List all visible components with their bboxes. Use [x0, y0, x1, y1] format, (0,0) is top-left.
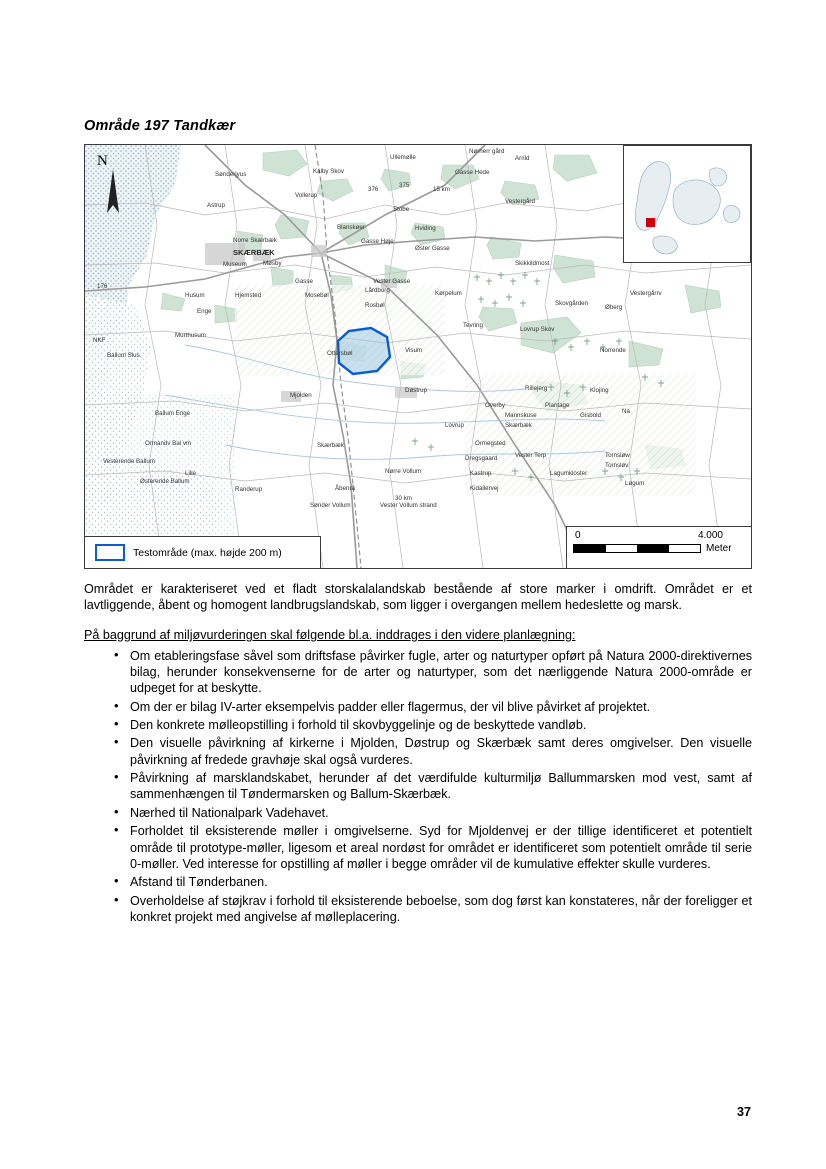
map-label: Nørherr gård	[469, 148, 505, 155]
map-label: Vestergård	[505, 198, 535, 205]
map-label: Enge	[197, 308, 212, 315]
bullet-list	[84, 648, 752, 926]
map-label: Gasse	[295, 278, 313, 285]
map-label: 30 km	[395, 495, 412, 502]
map-label: Kidallervej	[470, 485, 499, 492]
map-label: Ormegsted	[475, 440, 506, 447]
map-label: Mjolden	[290, 392, 312, 399]
lead-in-text: På baggrund af miljøvurderingen skal følgende bl.a. inddrages i den videre planlægning:	[84, 628, 576, 643]
map-label: 376	[368, 186, 379, 193]
map-label: Husum	[185, 292, 205, 299]
list-item: • Den konkrete mølleopstilling i forhold til skovbyggelinje og de beskyttede vandløb.	[114, 717, 752, 733]
map-label: Na	[622, 408, 630, 415]
map-label: Tevring	[463, 322, 483, 329]
map-label: Mosebøl	[305, 292, 329, 299]
map-label: Dregsgaard	[465, 455, 498, 462]
map-label: Hviding	[415, 225, 436, 232]
map-label: Blanskøer	[337, 224, 365, 231]
map-label: Hjemsted	[235, 292, 262, 299]
legend-swatch-testomrade	[95, 544, 125, 561]
map-label: Visum	[405, 347, 423, 354]
map-label: Vester Vollum strand	[380, 502, 437, 509]
scalebar-min: 0	[575, 530, 581, 541]
map-label: 15 km	[433, 186, 450, 193]
map-label: Gasse Hede	[455, 169, 490, 176]
map-label: Løgum	[625, 480, 645, 487]
map-label: Nørre Vollum	[385, 468, 422, 475]
map-label: Norre Skærbæk	[233, 237, 278, 244]
map-label: Åbenrå	[335, 485, 355, 492]
map-label: Ballum Slus	[107, 352, 140, 359]
map-label: Kørpelum	[435, 290, 462, 297]
map-label: Øberg	[605, 304, 623, 311]
map-label: Stobe	[393, 206, 410, 213]
map-legend	[85, 536, 321, 568]
north-arrow	[97, 153, 131, 219]
map-label: Plantage	[545, 402, 570, 409]
map-label: Skærbæk	[317, 442, 344, 449]
list-item: • Den visuelle påvirkning af kirkerne i Mjolden, Døstrup og Skærbæk samt deres omgivelser. Den visuelle påvirkning af fredede gravhøje skal også vurderes.	[114, 735, 752, 768]
list-item: • Forholdet til eksisterende møller i omgivelserne. Syd for Mjoldenvej er der tillige identificeret et potentielt område til prototype-møller, ligesom et areal nordøst for området er identificeret som potentielt område til serie 0-møller. Ved interesse for opstilling af møller i begge områder vil de kumulative effekter skulle vurderes.	[114, 823, 752, 872]
map-label: Norrende	[600, 347, 626, 354]
map-label: Ormandv Bal vm	[145, 440, 192, 447]
map-label: Rillejerg	[525, 385, 548, 392]
map-label: 375	[399, 182, 410, 189]
map-label: Klojing	[590, 387, 609, 394]
map-label: Overby	[485, 402, 505, 409]
map-label: Kastrup	[470, 470, 492, 477]
scalebar-unit: Meter	[706, 543, 732, 554]
north-arrow-label: N	[97, 153, 108, 169]
list-item: • Om etableringsfase såvel som driftsfase påvirker fugle, arter og naturtyper opført på Natura 2000-direktivernes bilag, herunder konsekvenserne for de arter og naturtyper, som det nærliggende Natura 2000-område er udpeget for at beskytte.	[114, 648, 752, 697]
page-content	[84, 118, 752, 927]
map-label: Skikkildmost	[515, 260, 550, 267]
intro-paragraph: Området er karakteriseret ved et fladt storskalalandskab bestående af store marker i omdrift. Området er et lavtliggende, åbent og homogent landbrugslandskab, som ligger i overgangen mellem hedeslette og marsk.	[84, 582, 752, 613]
map-label: Vester Gasse	[373, 278, 411, 285]
map-label: Lovrup Skov	[520, 326, 555, 333]
map-label: Gasse Høje	[361, 238, 394, 245]
list-item: • Om der er bilag IV-arter eksempelvis padder eller flagermus, der vil blive påvirket af projektet.	[114, 699, 752, 715]
map-label: Møsby	[263, 260, 282, 267]
scalebar-max: 4.000	[697, 530, 723, 541]
map-label: NKF	[93, 337, 106, 344]
inset-map	[623, 145, 751, 263]
map-label: Ullemølle	[390, 154, 416, 161]
map-label: Randerup	[235, 486, 263, 493]
map-label: Sønder Vollum	[310, 502, 351, 509]
map-label: Lille	[185, 470, 197, 477]
list-item: • Påvirkning af marsklandskabet, herunder af det værdifulde kulturmiljø Ballummarsken mod vest, samt af sammenhængen til Tøndermarsken og Ballum-Skærbæk.	[114, 770, 752, 803]
map-label: SKÆRBÆK	[233, 248, 275, 257]
map-figure	[84, 144, 752, 569]
page-title: Område 197 Tandkær	[84, 118, 236, 134]
map-label: Skærbæk	[505, 422, 532, 429]
scalebar-blocks	[573, 544, 701, 553]
map-label: Museum	[223, 261, 247, 268]
map-label: Mannskuse	[505, 412, 537, 419]
map-label: Vollerup	[295, 192, 318, 199]
map-label: Rosbøl	[365, 302, 385, 309]
map-label: Tornsløw	[605, 452, 630, 459]
map-label: Skovgården	[555, 300, 589, 307]
map-label: Kalby Skov	[313, 168, 344, 175]
map-label: Arrild	[515, 155, 530, 162]
map-label: Vesterende Ballum	[103, 458, 155, 465]
map-label: Gisbold	[580, 412, 601, 419]
map-label: Tornsløv	[605, 462, 629, 469]
map-label: Døstrup	[405, 387, 428, 394]
map-label: Lovrup	[445, 422, 464, 429]
map-label: 176	[97, 283, 108, 290]
map-label: Vestergårrv	[630, 290, 662, 297]
map-label: Ottersbøl	[327, 350, 353, 357]
map-label: Ballum Enge	[155, 410, 191, 417]
map-label: Østerende Ballum	[140, 478, 190, 485]
map-label: Lårdborg	[365, 287, 390, 294]
map-label: Sønderjyus	[215, 171, 247, 178]
map-label: Lagumkloster	[550, 470, 588, 477]
list-item: • Afstand til Tønderbanen.	[114, 874, 752, 890]
page-number: 37	[736, 1105, 751, 1119]
list-item: • Overholdelse af støjkrav i forhold til eksisterende beboelse, som dog først kan konstateres, når der foreligger et konkret projekt med angivelse af mølleplacering.	[114, 893, 752, 926]
map-label: Astrup	[207, 202, 225, 209]
map-label: Vester Terp	[515, 452, 547, 459]
map-label: Murthusum	[175, 332, 206, 339]
map-scalebar	[566, 526, 751, 568]
legend-label-testomrade: Testområde (max. højde 200 m)	[133, 546, 282, 559]
list-item: • Nærhed til Nationalpark Vadehavet.	[114, 805, 752, 821]
map-label: Øster Gasse	[415, 245, 450, 252]
